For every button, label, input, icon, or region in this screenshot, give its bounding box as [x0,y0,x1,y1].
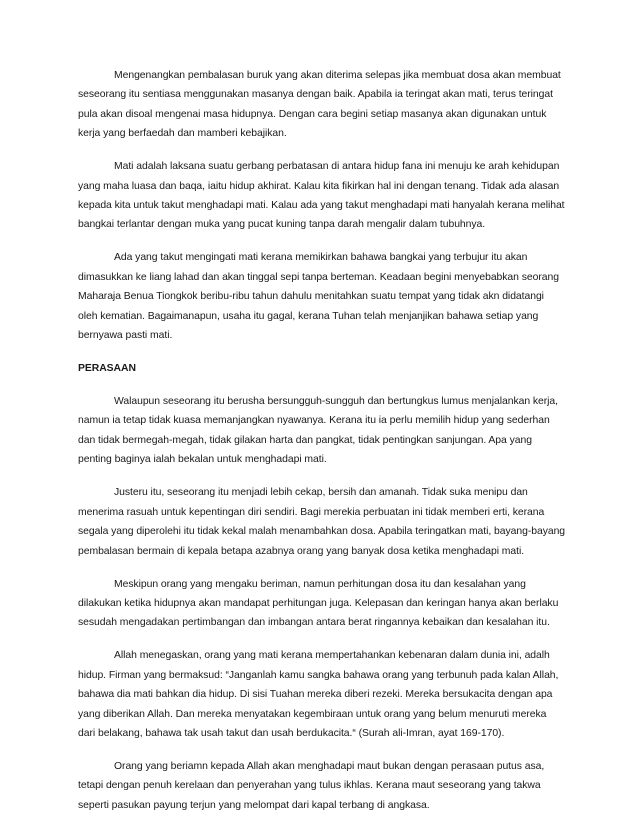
document-page [78,66,566,829]
section-heading: PERASAAN [78,363,136,375]
paragraph: Walaupun seseorang itu berusha bersungguh-sungguh dan bertungkus lumus menjalankan kerja, namun ia tetap tidak kuasa memanjangkan nyawanya. Kerana itu ia perlu memilih hidup yang sederhan dan tidak bermegah-megah, tidak gilakan harta dan pangkat, tidak pentingkan sanjungan. Apa yang penting baginya ialah bekalan untuk menghadapi mati. [78,396,558,466]
paragraph: Ada yang takut mengingati mati kerana memikirkan bahawa bangkai yang terbujur itu akan dimasukkan ke liang lahad dan akan tinggal sepi tanpa berteman. Keadaan begini menyebabkan seorang Maharaja Benua Tiongkok beribu-ribu tahun dahulu menitahkan suatu tempat yang tidak akn didatangi oleh kematian. Bagaimanapun, usaha itu gagal, kerana Tuhan telah menjanjikan bahawa setiap yang bernyawa pasti mati. [78,252,559,342]
paragraph: Mengenangkan pembalasan buruk yang akan diterima selepas jika membuat dosa akan membuat seseorang itu sentiasa menggunakan masanya dengan baik. Apabila ia teringat akan mati, terus teringat pula akan disoal mengenai masa hidupnya. Dengan cara begini setiap masanya akan digunakan untuk kerja yang berfaedah dan mamberi kebajikan. [78,70,561,140]
paragraph: Orang yang beriamn kepada Allah akan menghadapi maut bukan dengan perasaan putus asa, tetapi dengan penuh kerelaan dan penyerahan yang tulus ikhlas. Kerana maut seseorang yang takwa seperti pasukan payung terjun yang melompat dari kapal terbang di angkasa. [78,760,545,811]
paragraph: Meskipun orang yang mengaku beriman, namun perhitungan dosa itu dan kesalahan yang dilakukan ketika hidupnya akan mandapat perhitungan juga. Kelepasan dan keringan hanya akan berlaku sesudah mengadakan pertimbangan dan imbangan antara berat ringannya kebaikan dan kesalahan itu. [78,578,559,629]
paragraph: Allah menegaskan, orang yang mati kerana mempertahankan kebenaran dalam dunia ini, adalh hidup. Firman yang bermaksud: “Janganlah kamu sangka bahawa orang yang terbunuh pada kalan Allah, bahawa dia mati bahkan dia hidup. Di sisi Tuahan mereka diberi rezeki. Mereka bersukacita dengan apa yang diberikan Allah. Dan mereka menyatakan kegembiraan untuk orang yang belum menuruti mereka dari belakang, bahawa tak usah takut dan usah berdukacita.“ (Surah ali-Imran, ayat 169-170). [78,650,559,739]
paragraph: Mati adalah laksana suatu gerbang perbatasan di antara hidup fana ini menuju ke arah kehidupan yang maha luasa dan baqa, iaitu hidup akhirat. Kalau kita fikirkan hal ini dengan tenang. Tidak ada alasan kepada kita untuk takut menghadapi mati. Kalau ada yang takut menghadapi mati hanyalah kerana melihat bangkai terlantar dengan muka yang pucat kuning tanpa darah mengalir dalam tubuhnya. [78,161,565,231]
paragraph: Justeru itu, seseorang itu menjadi lebih cekap, bersih dan amanah. Tidak suka menipu dan menerima rasuah untuk kepentingan diri sendiri. Bagi merekia perbuatan ini tidak memberi erti, kerana segala yang diperolehi itu tidak kekal malah menambahkan dosa. Apabila teringatkan mati, bayang-bayang pembalasan bermain di kepala betapa azabnya orang yang banyak dosa ketika menghadapi mati. [78,487,566,557]
